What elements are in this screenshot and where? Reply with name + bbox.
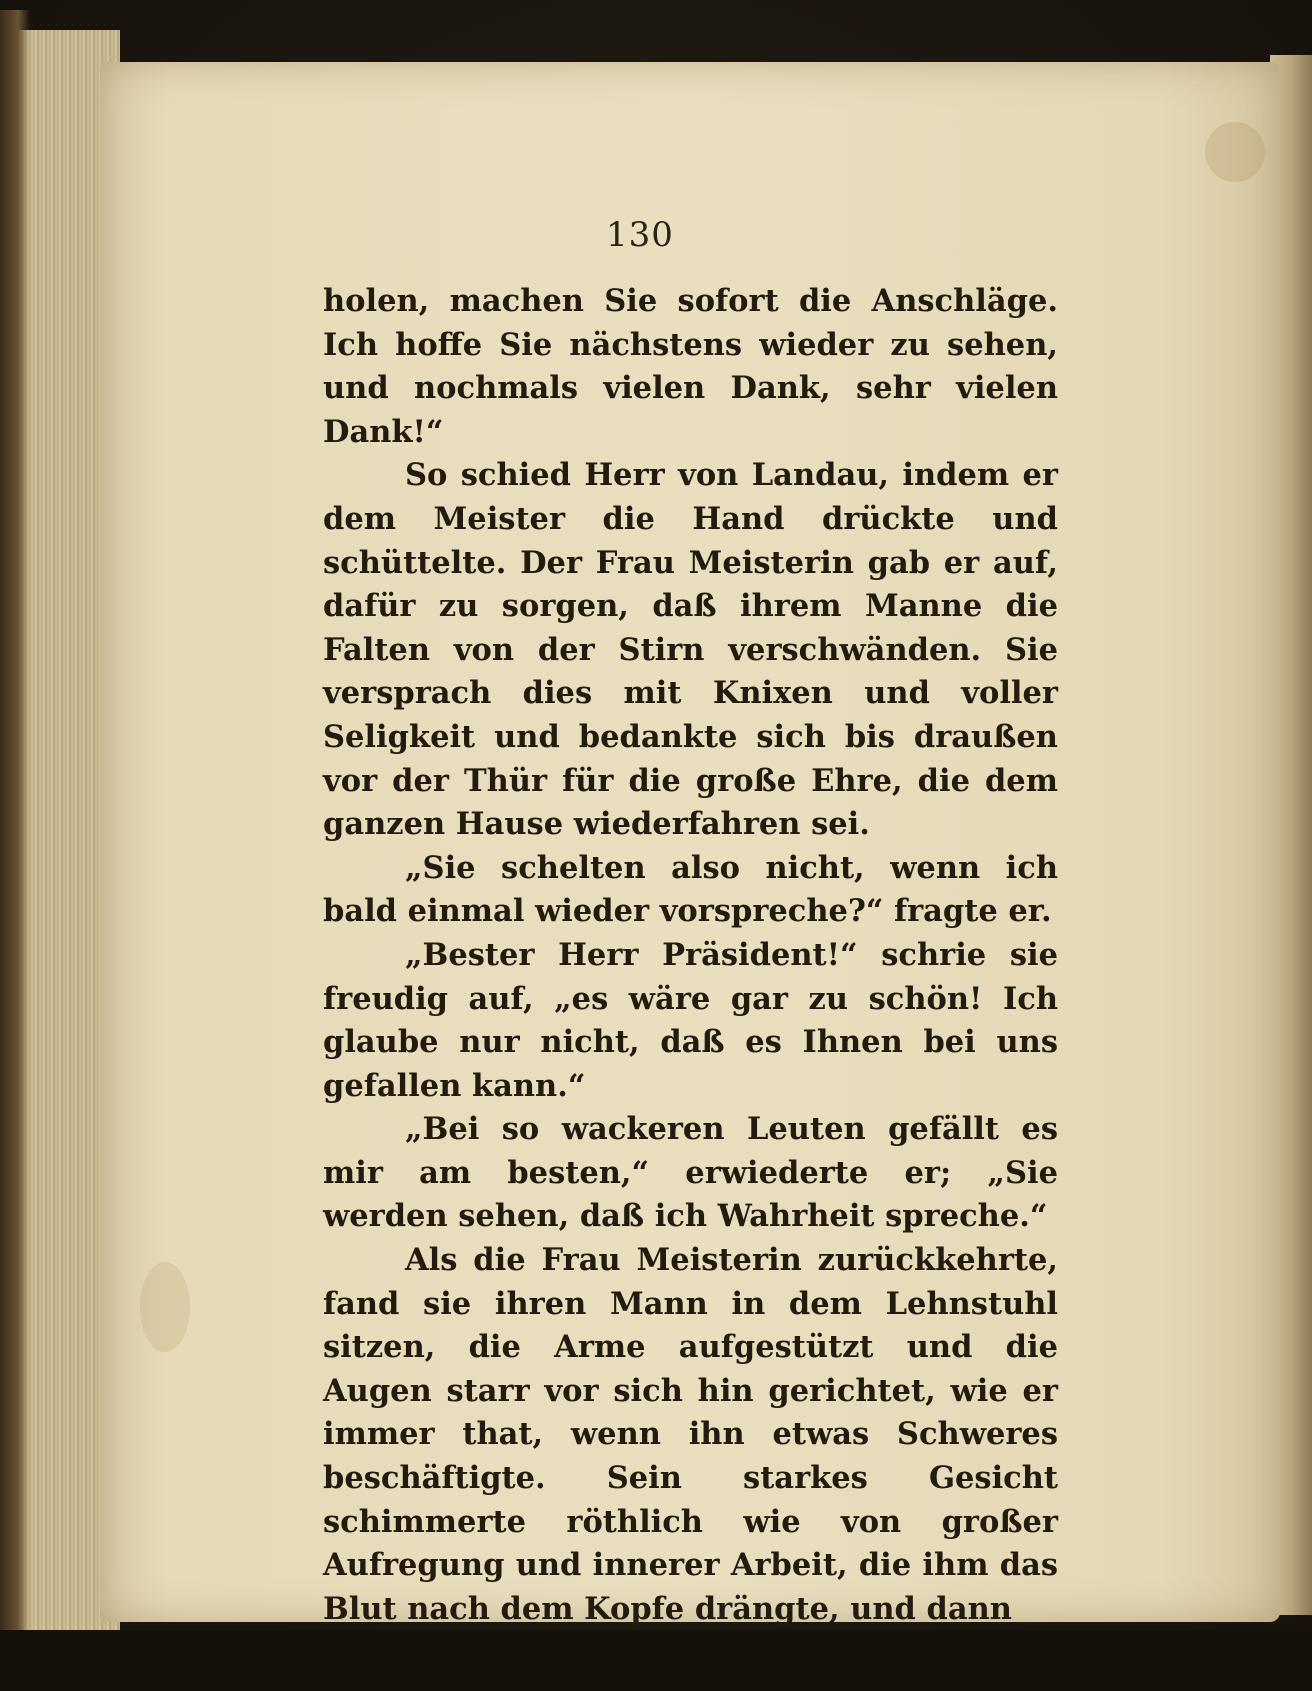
paragraph: „Bester Herr Präsident!“ schrie sie freudig auf, „es wäre gar zu schön! Ich glaube nur nicht, daß es Ihnen bei uns gefallen kann.“ <box>323 936 1058 1104</box>
spine-shadow <box>0 10 30 1680</box>
paragraph: holen, machen Sie sofort die Anschläge. Ich hoffe Sie nächstens wieder zu sehen, und nochmals vielen Dank, sehr vielen Dank!“ <box>323 283 1058 450</box>
body-text <box>323 280 1058 1631</box>
page-stain <box>140 1262 190 1352</box>
paragraph: „Bei so wackeren Leuten gefällt es mir am besten,“ erwiederte er; „Sie werden sehen, daß ich Wahrheit spreche.“ <box>323 1111 1058 1235</box>
paragraph: So schied Herr von Landau, indem er dem Meister die Hand drückte und schüttelte. Der Frau Meisterin gab er auf, dafür zu sorgen, daß ihrem Manne die Falten von der Stirn verschwänden. Sie versprach dies mit Knixen und voller Seligkeit und bedankte sich bis draußen vor der Thür für die große Ehre, die dem ganzen Hause wiederfahren sei. <box>323 457 1058 843</box>
page-stain <box>1205 122 1265 182</box>
bottom-shadow <box>0 1630 1312 1691</box>
book-page <box>100 62 1280 1627</box>
page-number: 130 <box>606 215 674 255</box>
paragraph: Als die Frau Meisterin zurückkehrte, fand sie ihren Mann in dem Lehnstuhl sitzen, die Arme aufgestützt und die Augen starr vor sich hin gerichtet, wie er immer that, wenn ihn etwas Schweres beschäftigte. Sein starkes Gesicht schimmerte röthlich wie von großer Aufregung und innerer Arbeit, die ihm das Blut nach dem Kopfe drängte, und dann <box>323 1242 1058 1627</box>
paragraph: „Sie schelten also nicht, wenn ich bald einmal wieder vorspreche?“ fragte er. <box>323 849 1058 930</box>
